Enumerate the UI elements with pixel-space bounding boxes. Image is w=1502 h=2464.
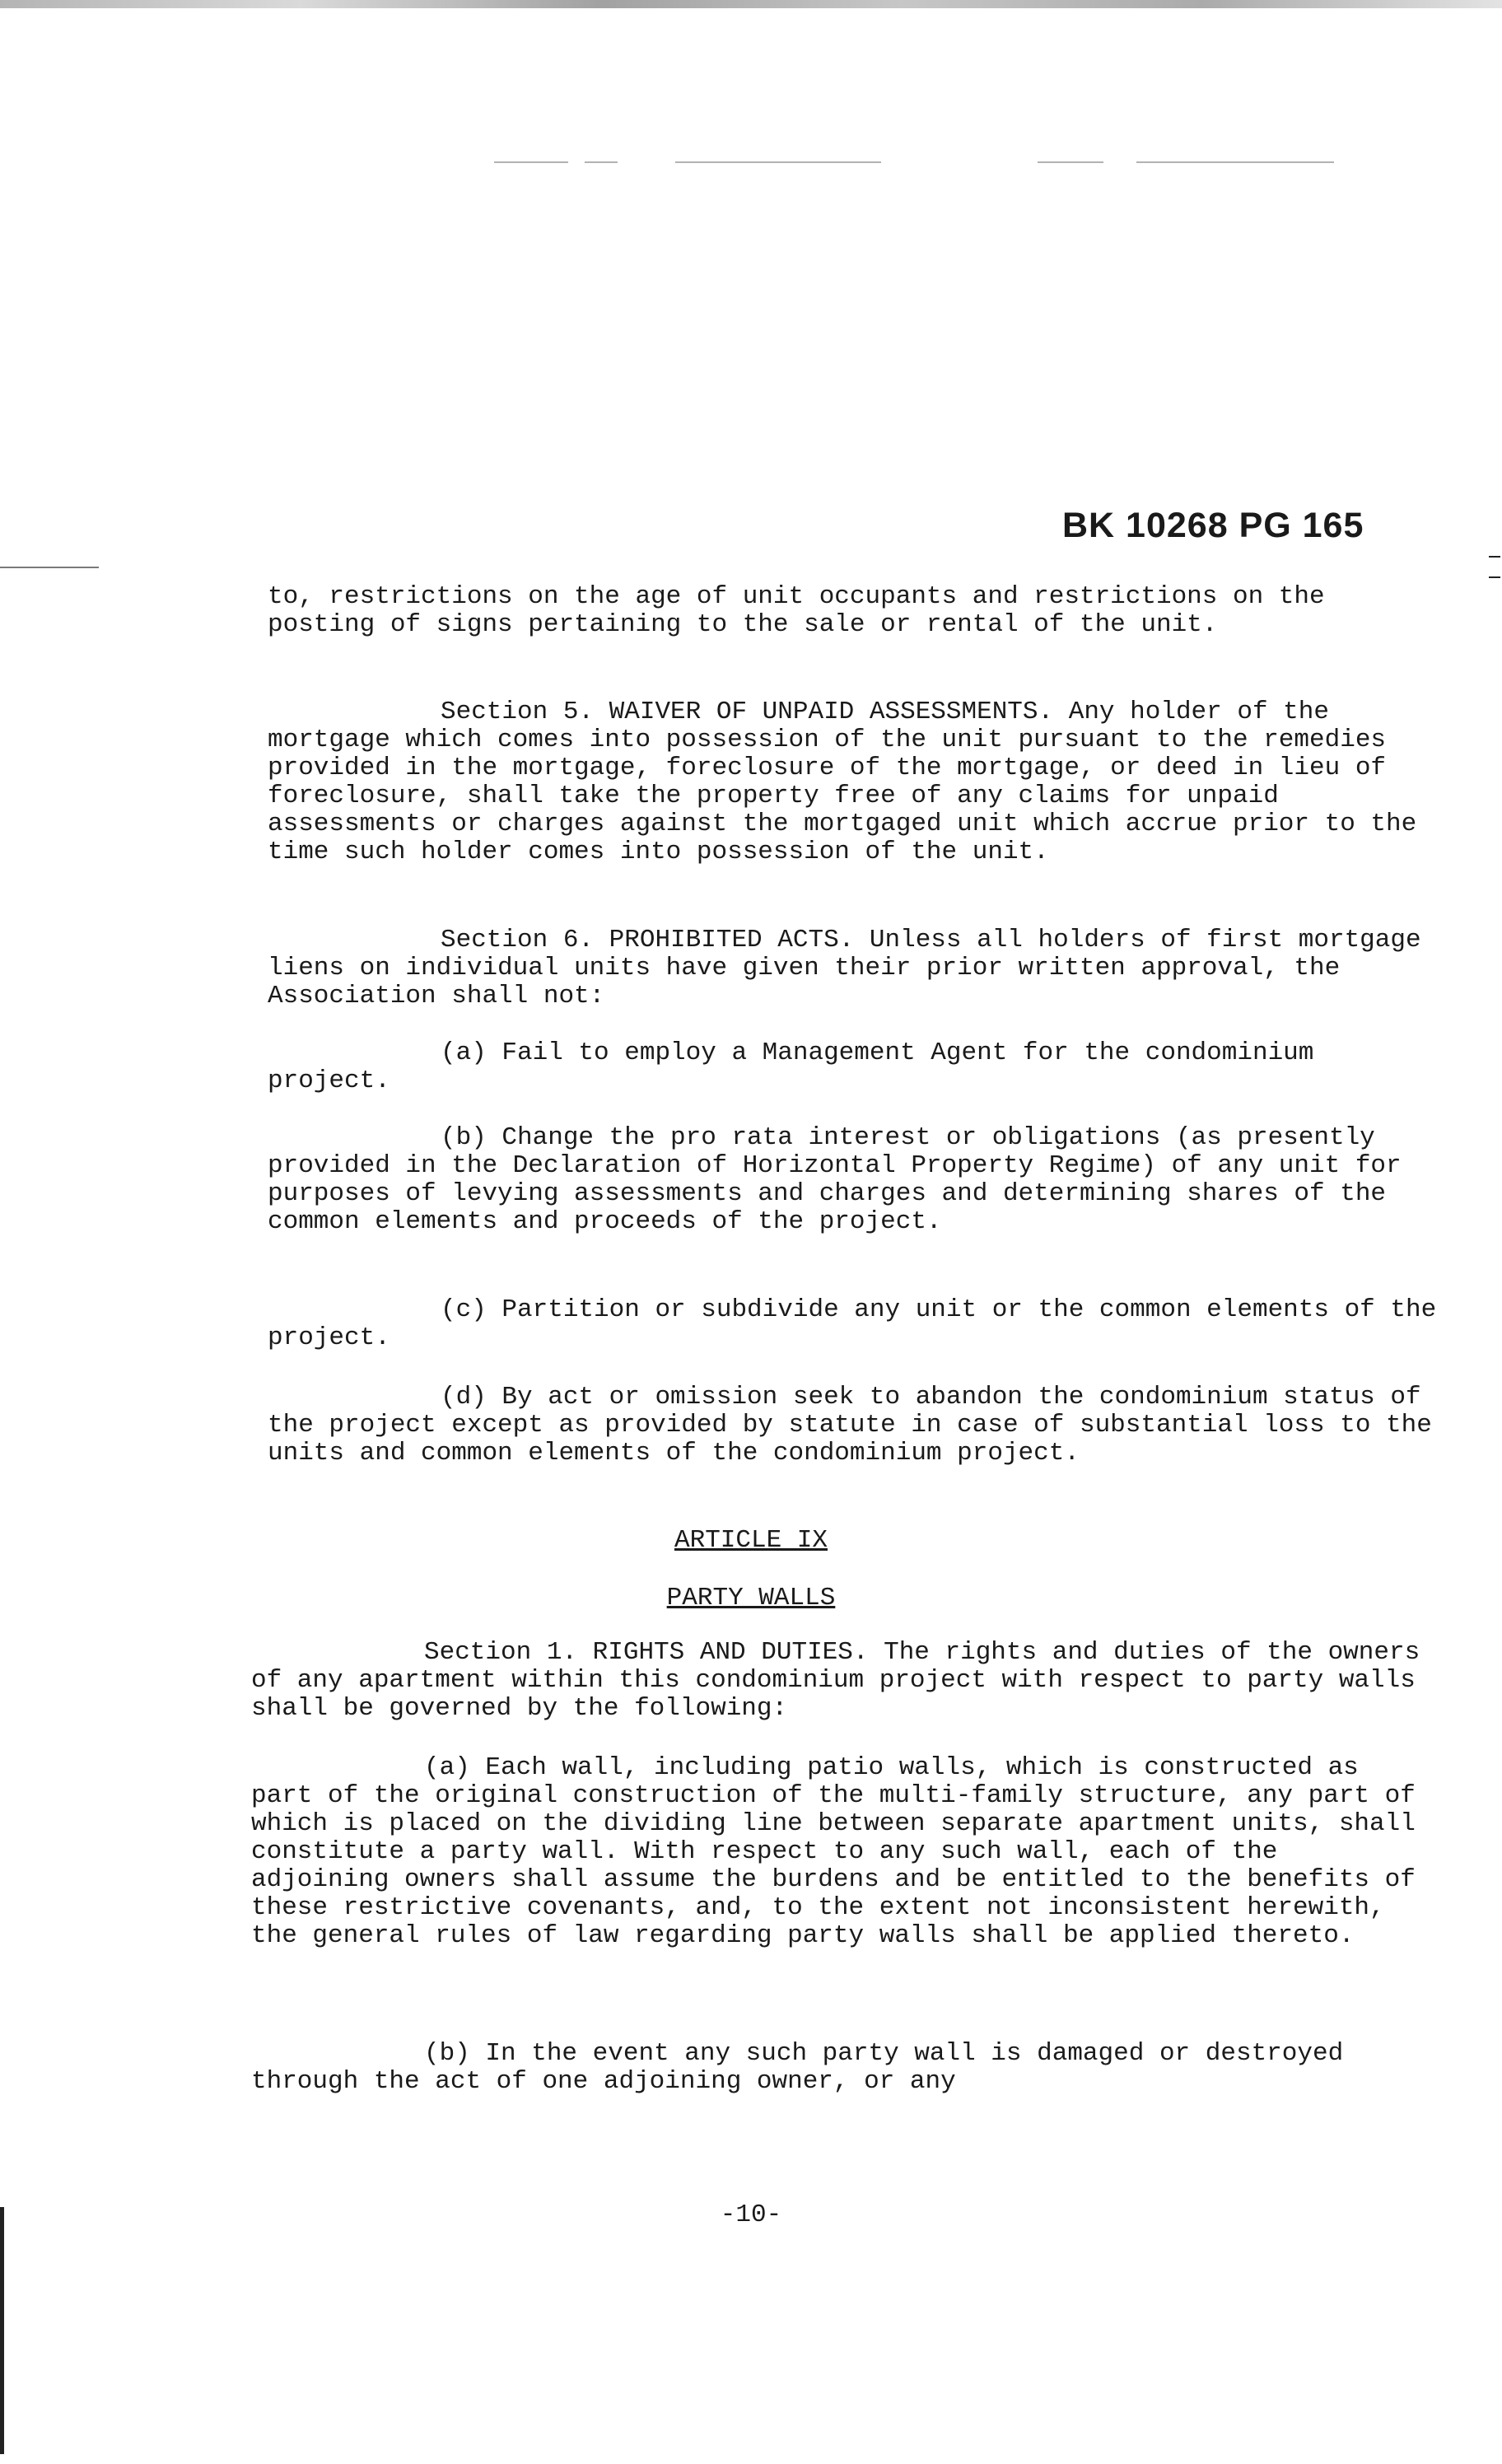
item-b: (b) Change the pro rata interest or obligations (as presently provided in the Declaration of Horizontal Property Regime) of any unit for purposes of levying assessments and charges and determining shares of the common elements and proceeds of the project.	[268, 1123, 1417, 1236]
page-number: -10-	[720, 2200, 782, 2229]
party-walls-item-a: (a) Each wall, including patio walls, which is constructed as part of the original construction of the multi-family structure, any part of which is placed on the dividing line between separate apartment units, shall constitute a party wall. With respect to any such wall, each of the adjoining owners shall assume the burdens and be entitled to the benefits of these restrictive covenants, and, to the extent not inconsistent herewith, the general rules of law regarding party walls shall be applied thereto.	[251, 1753, 1431, 1950]
scan-dash	[1038, 161, 1103, 163]
margin-mark	[0, 2207, 4, 2454]
party-walls-item-b: (b) In the event any such party wall is damaged or destroyed through the act of one adjoining owner, or any	[251, 2039, 1359, 2096]
item-d: (d) By act or omission seek to abandon the condominium status of the project except as provided by statute in case of substantial loss to the units and common elements of the condominium project.	[268, 1383, 1448, 1468]
section-5-waiver: Section 5. WAIVER OF UNPAID ASSESSMENTS. Any holder of the mortgage which comes into possession of the unit pursuant to the remedies provided in the mortgage, foreclosure of the mortgage, or deed in lieu of foreclosure, shall take the property free of any claims for unpaid assessments or charges against the mortgaged unit which accrue prior to the time such holder comes into possession of the unit.	[268, 698, 1432, 866]
scan-dash	[1136, 161, 1334, 163]
book-page-reference: BK 10268 PG 165	[1062, 506, 1364, 545]
scan-dash	[675, 161, 881, 163]
margin-mark	[1489, 576, 1500, 578]
item-a: (a) Fail to employ a Management Agent for the condominium project.	[268, 1038, 1329, 1095]
margin-mark	[1489, 556, 1500, 558]
article-heading: ARTICLE IX	[674, 1526, 828, 1555]
article-title: PARTY WALLS	[666, 1584, 836, 1612]
scan-dash	[585, 161, 618, 163]
margin-mark	[0, 567, 99, 568]
section-6-prohibited-acts: Section 6. PROHIBITED ACTS. Unless all holders of first mortgage liens on individual units have given their prior written approval, the Association shall not:	[268, 926, 1437, 1010]
paragraph-continuation: to, restrictions on the age of unit occupants and restrictions on the posting of signs pertaining to the sale or rental of the unit.	[268, 582, 1341, 639]
item-c: (c) Partition or subdivide any unit or the common elements of the project.	[268, 1295, 1452, 1352]
scan-dash	[494, 161, 568, 163]
party-walls-section-1: Section 1. RIGHTS AND DUTIES. The rights and duties of the owners of any apartment within this condominium project with respect to party walls shall be governed by the following:	[251, 1638, 1435, 1723]
scan-artifact-top	[0, 0, 1502, 8]
